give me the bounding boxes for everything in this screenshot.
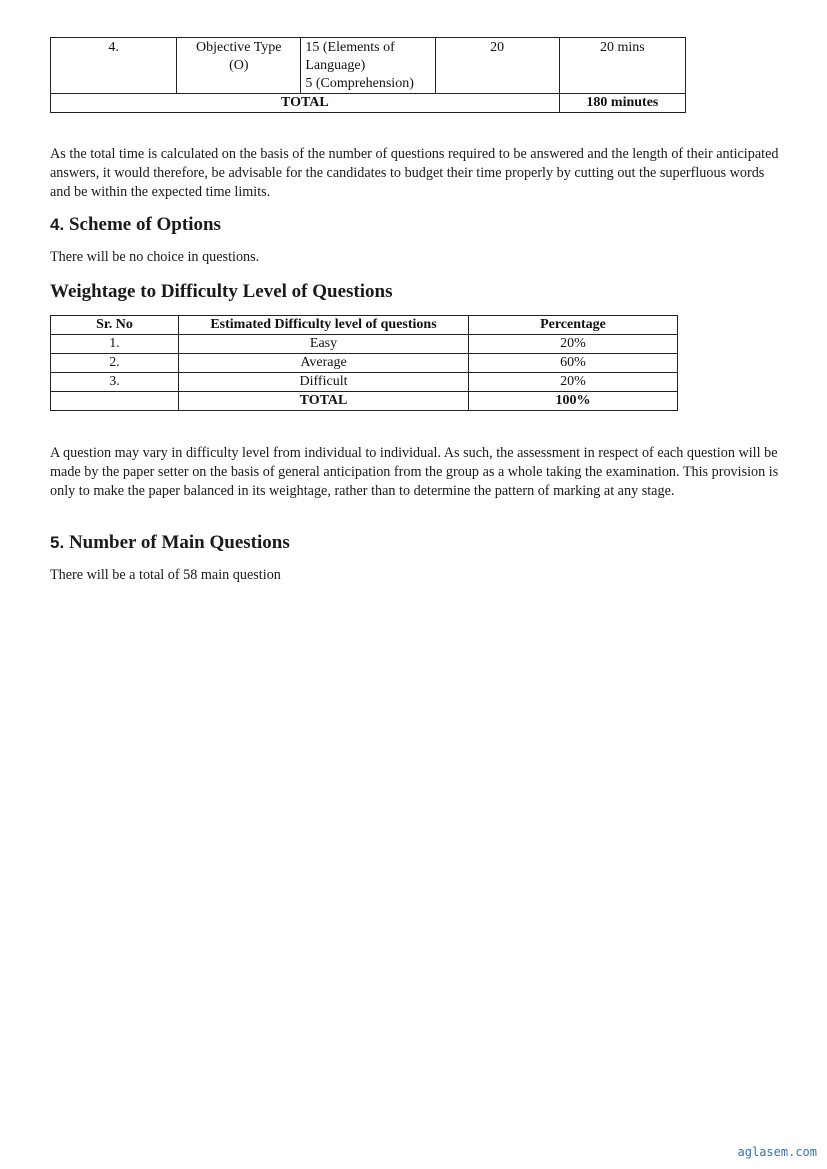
time-budget-paragraph: As the total time is calculated on the basis of the number of questions required to be answered and the length of their anticipated answers, it would therefore, be advisable for the candidates to budget their time properly by cutting out the superfluous words and be within the expected time limits. bbox=[50, 146, 779, 201]
question-type-line: (O) bbox=[229, 58, 249, 73]
table-row bbox=[51, 354, 678, 373]
sr-no-cell: 2. bbox=[51, 354, 179, 373]
content-line: Language) bbox=[305, 58, 366, 73]
watermark: aglasem.com bbox=[737, 1145, 817, 1159]
empty-cell bbox=[51, 392, 179, 411]
table-row bbox=[51, 373, 678, 392]
difficulty-level-cell: Average bbox=[179, 354, 469, 373]
total-row bbox=[51, 392, 678, 411]
table-row bbox=[51, 335, 678, 354]
section-number: 5. bbox=[50, 533, 65, 552]
percentage-cell: 20% bbox=[469, 335, 678, 354]
total-value: 100% bbox=[469, 392, 678, 411]
section-title: Number of Main Questions bbox=[68, 532, 290, 553]
header-sr-no: Sr. No bbox=[51, 316, 179, 335]
total-row bbox=[51, 94, 686, 113]
section-heading-scheme-of-options bbox=[50, 214, 221, 236]
percentage-cell: 20% bbox=[469, 373, 678, 392]
content-line: 15 (Elements of bbox=[305, 40, 395, 55]
sr-no-cell: 4. bbox=[51, 38, 177, 94]
time-cell: 20 mins bbox=[559, 38, 685, 94]
section-title: Scheme of Options bbox=[68, 214, 221, 235]
difficulty-weightage-table bbox=[50, 315, 678, 411]
content-cell bbox=[301, 38, 435, 94]
number-of-questions-text: There will be a total of 58 main question bbox=[50, 567, 281, 583]
scheme-of-options-text: There will be no choice in questions. bbox=[50, 249, 260, 265]
header-percentage: Percentage bbox=[469, 316, 678, 335]
table-header-row bbox=[51, 316, 678, 335]
sr-no-cell: 1. bbox=[51, 335, 179, 354]
difficulty-paragraph: A question may vary in difficulty level from individual to individual. As such, the assessment in respect of each question will be made by the paper setter on the basis of general anticipation from the group as a whole taking the examination. This provision is only to make the paper balanced in its weightage, rather than to determine the pattern of marking at any stage. bbox=[50, 445, 779, 500]
difficulty-level-cell: Difficult bbox=[179, 373, 469, 392]
total-label: TOTAL bbox=[179, 392, 469, 411]
questions-count-cell: 20 bbox=[435, 38, 559, 94]
sr-no-cell: 3. bbox=[51, 373, 179, 392]
content-line: 5 (Comprehension) bbox=[305, 76, 414, 91]
difficulty-level-cell: Easy bbox=[179, 335, 469, 354]
section-number: 4. bbox=[50, 215, 65, 234]
weightage-heading: Weightage to Difficulty Level of Questions bbox=[50, 281, 393, 302]
time-allocation-table bbox=[50, 37, 686, 113]
total-label: TOTAL bbox=[51, 94, 560, 113]
header-difficulty-level: Estimated Difficulty level of questions bbox=[179, 316, 469, 335]
question-type-cell bbox=[177, 38, 301, 94]
section-heading-number-of-main-questions bbox=[50, 532, 290, 554]
question-type-line: Objective Type bbox=[196, 40, 282, 55]
total-value: 180 minutes bbox=[559, 94, 685, 113]
table-row bbox=[51, 38, 686, 94]
percentage-cell: 60% bbox=[469, 354, 678, 373]
